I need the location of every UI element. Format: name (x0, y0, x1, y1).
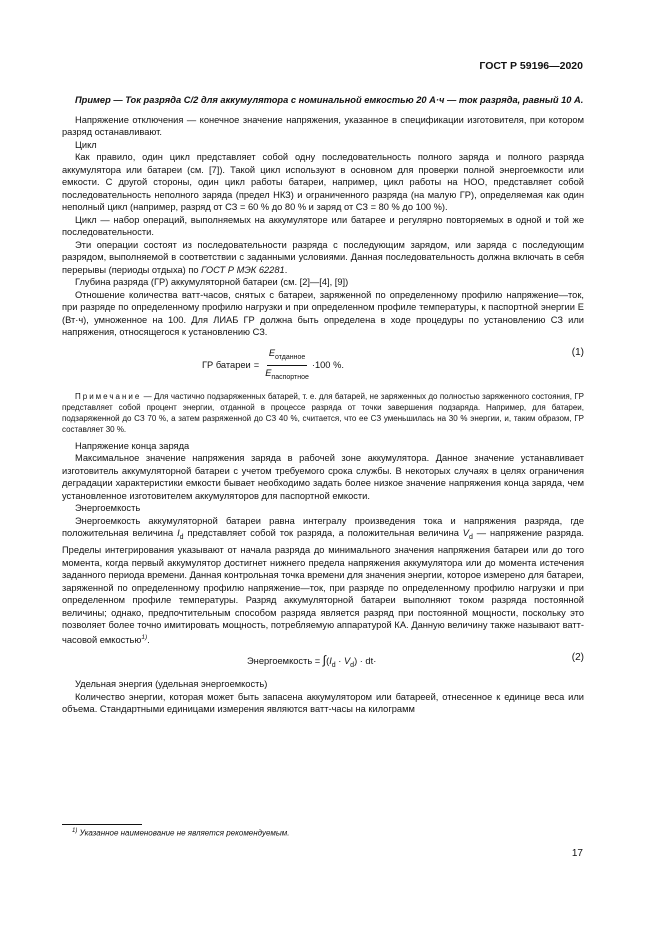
page-number: 17 (571, 848, 583, 859)
standard-reference: ГОСТ Р МЭК 62281 (201, 264, 285, 275)
dod-paragraph: Отношение количества ватт-часов, снятых с батареи, заряженной по определенному профилю напряжение—ток, при разряде по определенному профилю нагрузки и при определенном профиле температуры, к паспортной энергии E (Вт·ч), умноженное на 100. Для ЛИАБ ГР должна быть определена в ходе процедуры по установлению СЗ или напряжения, относящегося к установлению СЗ. (62, 289, 584, 337)
cycle-paragraph-2: Цикл — набор операций, выполняемых на аккумуляторе или батарее и регулярно повторяемых в одной и той же последовательности. (62, 214, 584, 237)
formula-1-fraction: $\frac{E_{отданное}}{E_{паспортное}}$ (265, 347, 309, 381)
cycle-paragraph-3: Эти операции состоят из последовательности разряда с последующим зарядом, или заряда с последующим разрядом, выполняемой в соответствии с заданными условиями. Данная последовательность должна включать в себя перерывы (периоды отдыха) по ГОСТ Р МЭК 62281. (62, 239, 584, 275)
example-paragraph: Пример — Ток разряда C/2 для аккумулятора с номинальной емкостью 20 А·ч — ток разряда, равный 10 А. (75, 95, 584, 105)
integral-sign: ∫ (322, 653, 327, 668)
formula-1-number: (1) (571, 346, 584, 358)
formula-2-number: (2) (571, 652, 584, 664)
formula-1-lhs: ГР батареи (202, 360, 251, 371)
specific-energy-paragraph: Количество энергии, которая может быть запасена аккумулятором или батареей, отнесенное к единице веса или объема. Стандартными единицами измерения являются ватт-часы на килограмм (62, 691, 584, 715)
footnote-text: Указанное наименование не является рекомендуемым. (79, 828, 290, 838)
footnote-marker: 1) (141, 633, 148, 641)
note-paragraph: Примечание — Для частично подзаряженных батарей, т. е. для батарей, не заряженных до полностью заряженного состояния, ГР представляет собой процент энергии, отданной в процессе разряда от точки завершения подзаряда. Например, для батареи, подзаряженной до СЗ 70 %, а затем разряженной до СЗ 40 %, считается, что ее СЗ уменьшилась на 30 % энергии, и, таким образом, ГР составляет 30 %. (62, 391, 584, 434)
formula-2-lhs: Энергоемкость (247, 656, 313, 667)
page-body (62, 94, 584, 716)
standard-header: ГОСТ Р 59196—2020 (479, 60, 583, 72)
term-cycle: Цикл (75, 139, 97, 150)
footnote: $^{1)}$ Указанное наименование не является рекомендуемым. (72, 828, 290, 838)
formula-1-tail: ·100 %. (311, 360, 344, 371)
cycle-paragraph-1: Как правило, один цикл представляет собой одну последовательность полного заряда и полного разряда аккумулятора или батареи (см. [7]). Такой цикл используют в основном для проверки полной энергоемкости или емкости. С другой стороны, один цикл работы батареи, например, цикл работы на НОО, представляет собой последовательность неполного заряда (предел НКЗ) и ограниченного разряда (на малую ГР), определяемая как один неполный цикл (например, разряд от СЗ = 60 % до 80 % и заряд от СЗ = 80 % до 100 %). (62, 152, 584, 212)
energy-paragraph: Энергоемкость аккумуляторной батареи равна интегралу произведения тока и напряжения разряда, где положительная величина $I_d$ представляет собой ток разряда, а положительная величина $V_d$ — напряжение разряда. Пределы интегрирования указывают от начала разряда до минимального значения напряжения батареи или до того момента, когда первый аккумулятор достигнет нижнего предела напряжения аккумулятора или до момента истечения заданного периода времени. Данная контрольная точка времени для значения энергии, которое измерено для батареи, заряженной по определенному профилю напряжение—ток, при разряде по определенному профилю нагрузки и при определенном профиле температуры. Разряд аккумуляторной батареи выполняют током разряда постоянной величины; однако, предпочтительным способом разряда является разряд при постоянной мощности, поскольку это позволяет более точно имитировать мощность, потребляемую аппаратурой КА. Данную величину также называют ватт-часовой емкостью$^{1)}$. (62, 515, 584, 645)
term-specific-energy: Удельная энергия (удельная энергоемкость) (75, 679, 268, 690)
formula-2: Энергоемкость = $\int(I_d \cdot V_d) \cdot dt\cdot$ (2) (247, 652, 584, 670)
formula-1 (62, 343, 584, 383)
term-depth-of-discharge: Глубина разряда (ГР) аккумуляторной батареи (см. [2]—[4], [9]) (75, 277, 349, 287)
footnote-divider (62, 824, 142, 825)
term-end-of-charge-voltage: Напряжение конца заряда (75, 440, 190, 451)
term-energy-capacity: Энергоемкость (75, 503, 141, 513)
note-label: Примечание (75, 391, 142, 401)
eoc-paragraph: Максимальное значение напряжения заряда в рабочей зоне аккумулятора. Данное значение устанавливает изготовитель аккумуляторной батареи с учетом требуемого срока службы. В некоторых случаях в целях ограничения деградации характеристики емкости бывает необходимо задать более низкое значение напряжения конца заряда, чем установленное изготовителем аккумуляторов для паспортной емкости. (62, 453, 584, 501)
cutoff-voltage-paragraph: Напряжение отключения — конечное значение напряжения, указанное в спецификации изготовителя, при котором разряд останавливают. (62, 114, 584, 137)
formula-1-eq: = (253, 360, 260, 371)
